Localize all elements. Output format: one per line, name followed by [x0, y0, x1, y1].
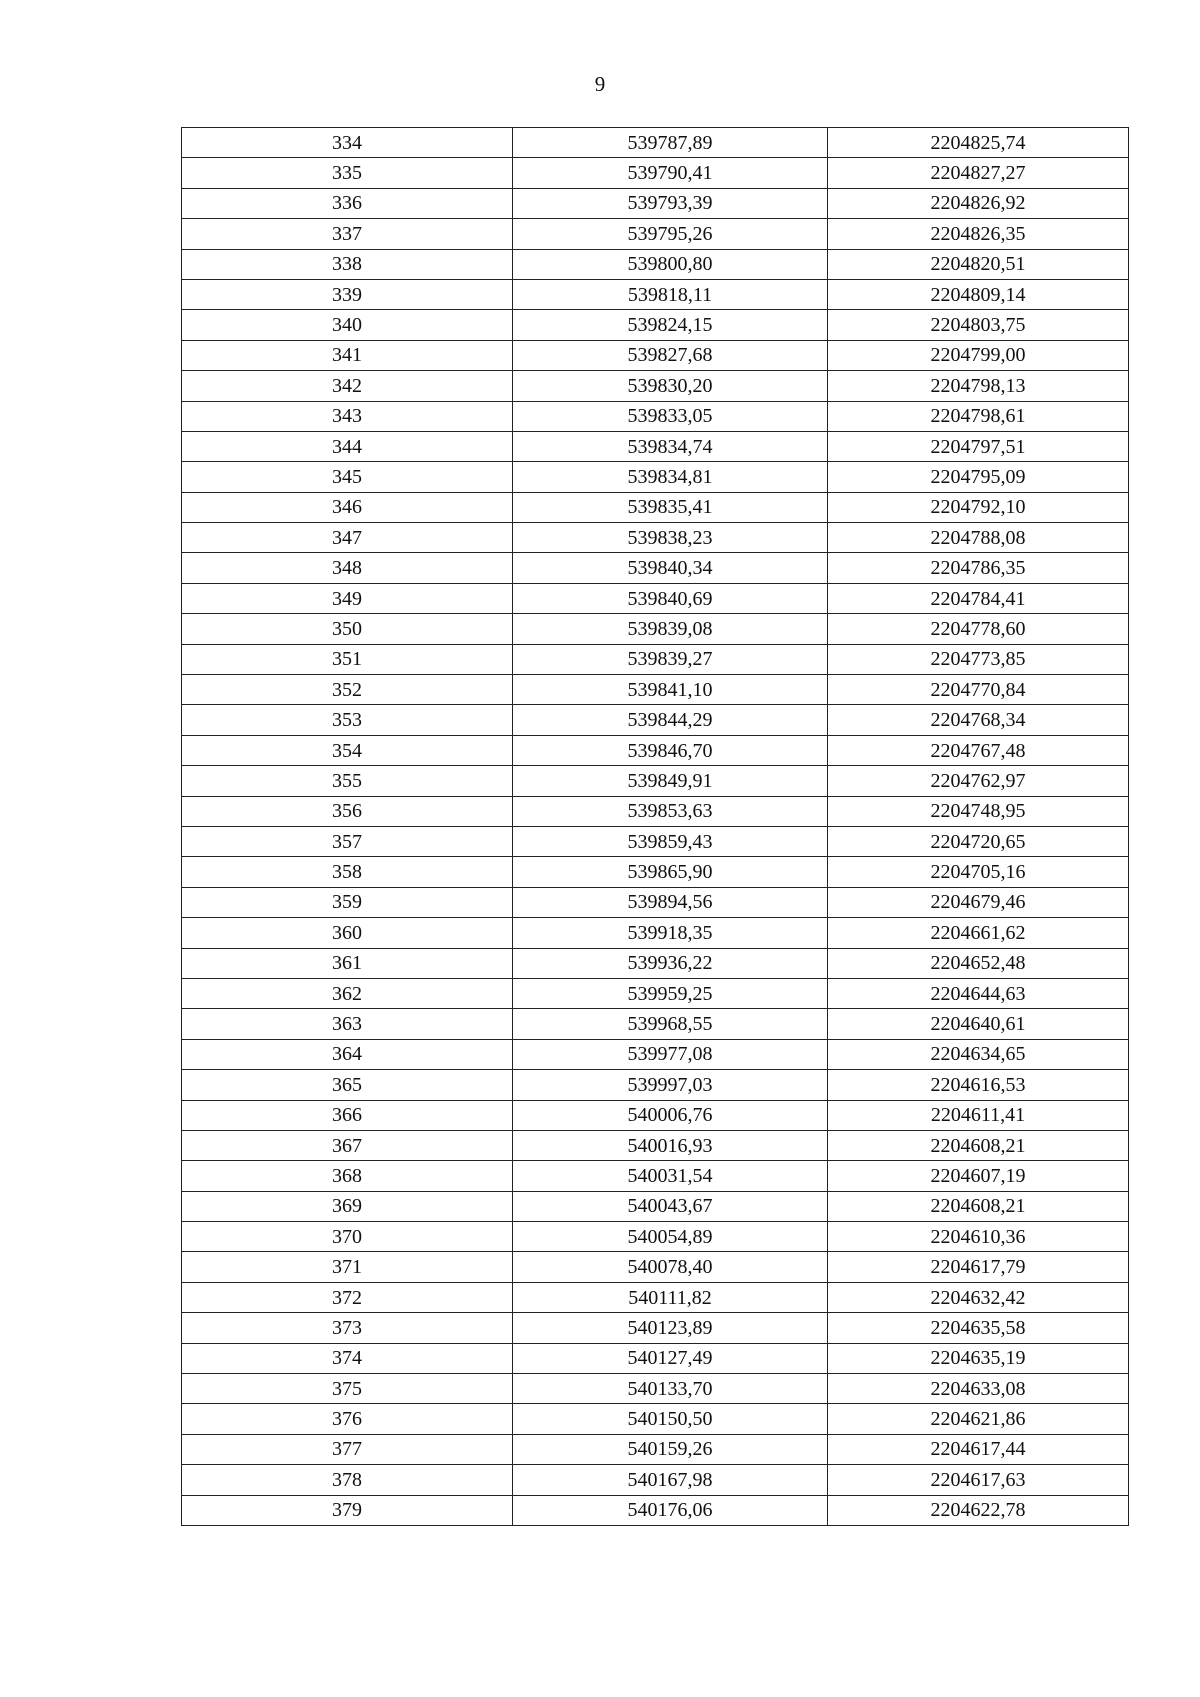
table-row: [182, 1313, 1129, 1343]
coordinates-table: [181, 127, 1129, 1526]
point-number-cell: 358: [182, 857, 513, 887]
y-coordinate-cell: 2204644,63: [828, 978, 1129, 1008]
table-row: [182, 340, 1129, 370]
x-coordinate-cell: 539844,29: [513, 705, 828, 735]
table-row: [182, 644, 1129, 674]
x-coordinate-cell: 540123,89: [513, 1313, 828, 1343]
table-row: [182, 948, 1129, 978]
point-number-cell: 377: [182, 1434, 513, 1464]
y-coordinate-cell: 2204634,65: [828, 1039, 1129, 1069]
table-row: [182, 371, 1129, 401]
table-row: [182, 128, 1129, 158]
point-number-cell: 350: [182, 614, 513, 644]
table-row: [182, 462, 1129, 492]
x-coordinate-cell: 539936,22: [513, 948, 828, 978]
x-coordinate-cell: 539838,23: [513, 523, 828, 553]
x-coordinate-cell: 539839,08: [513, 614, 828, 644]
point-number-cell: 359: [182, 887, 513, 917]
table-row: [182, 1130, 1129, 1160]
point-number-cell: 373: [182, 1313, 513, 1343]
y-coordinate-cell: 2204826,92: [828, 188, 1129, 218]
point-number-cell: 334: [182, 128, 513, 158]
table-row: [182, 1009, 1129, 1039]
y-coordinate-cell: 2204652,48: [828, 948, 1129, 978]
x-coordinate-cell: 539853,63: [513, 796, 828, 826]
y-coordinate-cell: 2204788,08: [828, 523, 1129, 553]
point-number-cell: 365: [182, 1070, 513, 1100]
y-coordinate-cell: 2204616,53: [828, 1070, 1129, 1100]
x-coordinate-cell: 540043,67: [513, 1191, 828, 1221]
y-coordinate-cell: 2204827,27: [828, 158, 1129, 188]
point-number-cell: 370: [182, 1222, 513, 1252]
table-row: [182, 1434, 1129, 1464]
y-coordinate-cell: 2204773,85: [828, 644, 1129, 674]
x-coordinate-cell: 539997,03: [513, 1070, 828, 1100]
y-coordinate-cell: 2204621,86: [828, 1404, 1129, 1434]
table-row: [182, 978, 1129, 1008]
table-row: [182, 158, 1129, 188]
point-number-cell: 368: [182, 1161, 513, 1191]
y-coordinate-cell: 2204825,74: [828, 128, 1129, 158]
table-row: [182, 431, 1129, 461]
table-row: [182, 1465, 1129, 1495]
point-number-cell: 342: [182, 371, 513, 401]
table-row: [182, 675, 1129, 705]
x-coordinate-cell: 539833,05: [513, 401, 828, 431]
point-number-cell: 362: [182, 978, 513, 1008]
point-number-cell: 360: [182, 918, 513, 948]
table-row: [182, 1161, 1129, 1191]
x-coordinate-cell: 539800,80: [513, 249, 828, 279]
x-coordinate-cell: 539968,55: [513, 1009, 828, 1039]
y-coordinate-cell: 2204640,61: [828, 1009, 1129, 1039]
x-coordinate-cell: 539977,08: [513, 1039, 828, 1069]
point-number-cell: 351: [182, 644, 513, 674]
x-coordinate-cell: 539846,70: [513, 735, 828, 765]
x-coordinate-cell: 539839,27: [513, 644, 828, 674]
point-number-cell: 345: [182, 462, 513, 492]
y-coordinate-cell: 2204617,63: [828, 1465, 1129, 1495]
y-coordinate-cell: 2204798,13: [828, 371, 1129, 401]
x-coordinate-cell: 540078,40: [513, 1252, 828, 1282]
x-coordinate-cell: 540167,98: [513, 1465, 828, 1495]
y-coordinate-cell: 2204607,19: [828, 1161, 1129, 1191]
y-coordinate-cell: 2204661,62: [828, 918, 1129, 948]
point-number-cell: 357: [182, 826, 513, 856]
table-row: [182, 735, 1129, 765]
y-coordinate-cell: 2204635,58: [828, 1313, 1129, 1343]
y-coordinate-cell: 2204798,61: [828, 401, 1129, 431]
table-row: [182, 249, 1129, 279]
point-number-cell: 335: [182, 158, 513, 188]
point-number-cell: 341: [182, 340, 513, 370]
table-row: [182, 1404, 1129, 1434]
y-coordinate-cell: 2204617,44: [828, 1434, 1129, 1464]
point-number-cell: 371: [182, 1252, 513, 1282]
table-row: [182, 705, 1129, 735]
y-coordinate-cell: 2204795,09: [828, 462, 1129, 492]
point-number-cell: 347: [182, 523, 513, 553]
table-row: [182, 766, 1129, 796]
y-coordinate-cell: 2204786,35: [828, 553, 1129, 583]
point-number-cell: 353: [182, 705, 513, 735]
point-number-cell: 363: [182, 1009, 513, 1039]
point-number-cell: 338: [182, 249, 513, 279]
point-number-cell: 349: [182, 583, 513, 613]
table-row: [182, 857, 1129, 887]
point-number-cell: 355: [182, 766, 513, 796]
x-coordinate-cell: 539959,25: [513, 978, 828, 1008]
y-coordinate-cell: 2204622,78: [828, 1495, 1129, 1525]
y-coordinate-cell: 2204799,00: [828, 340, 1129, 370]
y-coordinate-cell: 2204679,46: [828, 887, 1129, 917]
point-number-cell: 340: [182, 310, 513, 340]
y-coordinate-cell: 2204748,95: [828, 796, 1129, 826]
table-row: [182, 523, 1129, 553]
y-coordinate-cell: 2204809,14: [828, 279, 1129, 309]
x-coordinate-cell: 539818,11: [513, 279, 828, 309]
table-row: [182, 1252, 1129, 1282]
x-coordinate-cell: 540031,54: [513, 1161, 828, 1191]
y-coordinate-cell: 2204720,65: [828, 826, 1129, 856]
table-row: [182, 1100, 1129, 1130]
point-number-cell: 369: [182, 1191, 513, 1221]
point-number-cell: 376: [182, 1404, 513, 1434]
point-number-cell: 346: [182, 492, 513, 522]
y-coordinate-cell: 2204617,79: [828, 1252, 1129, 1282]
table-row: [182, 614, 1129, 644]
coordinates-table-body: [182, 128, 1129, 1526]
point-number-cell: 364: [182, 1039, 513, 1069]
table-row: [182, 188, 1129, 218]
table-row: [182, 918, 1129, 948]
y-coordinate-cell: 2204608,21: [828, 1191, 1129, 1221]
point-number-cell: 344: [182, 431, 513, 461]
table-row: [182, 279, 1129, 309]
x-coordinate-cell: 539795,26: [513, 219, 828, 249]
x-coordinate-cell: 540016,93: [513, 1130, 828, 1160]
table-row: [182, 1374, 1129, 1404]
table-row: [182, 1070, 1129, 1100]
point-number-cell: 343: [182, 401, 513, 431]
y-coordinate-cell: 2204778,60: [828, 614, 1129, 644]
y-coordinate-cell: 2204635,19: [828, 1343, 1129, 1373]
table-row: [182, 887, 1129, 917]
x-coordinate-cell: 539865,90: [513, 857, 828, 887]
table-row: [182, 492, 1129, 522]
x-coordinate-cell: 540133,70: [513, 1374, 828, 1404]
y-coordinate-cell: 2204820,51: [828, 249, 1129, 279]
table-row: [182, 1222, 1129, 1252]
point-number-cell: 367: [182, 1130, 513, 1160]
x-coordinate-cell: 539835,41: [513, 492, 828, 522]
x-coordinate-cell: 539840,69: [513, 583, 828, 613]
x-coordinate-cell: 539834,74: [513, 431, 828, 461]
x-coordinate-cell: 539859,43: [513, 826, 828, 856]
y-coordinate-cell: 2204705,16: [828, 857, 1129, 887]
point-number-cell: 337: [182, 219, 513, 249]
x-coordinate-cell: 539894,56: [513, 887, 828, 917]
y-coordinate-cell: 2204803,75: [828, 310, 1129, 340]
y-coordinate-cell: 2204608,21: [828, 1130, 1129, 1160]
x-coordinate-cell: 539841,10: [513, 675, 828, 705]
x-coordinate-cell: 539834,81: [513, 462, 828, 492]
x-coordinate-cell: 539840,34: [513, 553, 828, 583]
table-row: [182, 1343, 1129, 1373]
x-coordinate-cell: 539787,89: [513, 128, 828, 158]
table-row: [182, 310, 1129, 340]
x-coordinate-cell: 539824,15: [513, 310, 828, 340]
table-row: [182, 553, 1129, 583]
y-coordinate-cell: 2204610,36: [828, 1222, 1129, 1252]
page-number: 9: [594, 72, 606, 96]
y-coordinate-cell: 2204767,48: [828, 735, 1129, 765]
x-coordinate-cell: 539827,68: [513, 340, 828, 370]
point-number-cell: 352: [182, 675, 513, 705]
y-coordinate-cell: 2204797,51: [828, 431, 1129, 461]
y-coordinate-cell: 2204611,41: [828, 1100, 1129, 1130]
table-row: [182, 219, 1129, 249]
x-coordinate-cell: 539918,35: [513, 918, 828, 948]
point-number-cell: 361: [182, 948, 513, 978]
y-coordinate-cell: 2204770,84: [828, 675, 1129, 705]
point-number-cell: 379: [182, 1495, 513, 1525]
x-coordinate-cell: 540054,89: [513, 1222, 828, 1252]
x-coordinate-cell: 540111,82: [513, 1282, 828, 1312]
y-coordinate-cell: 2204762,97: [828, 766, 1129, 796]
y-coordinate-cell: 2204826,35: [828, 219, 1129, 249]
y-coordinate-cell: 2204632,42: [828, 1282, 1129, 1312]
point-number-cell: 354: [182, 735, 513, 765]
table-row: [182, 1039, 1129, 1069]
x-coordinate-cell: 540006,76: [513, 1100, 828, 1130]
x-coordinate-cell: 540176,06: [513, 1495, 828, 1525]
point-number-cell: 372: [182, 1282, 513, 1312]
x-coordinate-cell: 540159,26: [513, 1434, 828, 1464]
x-coordinate-cell: 540127,49: [513, 1343, 828, 1373]
table-row: [182, 826, 1129, 856]
y-coordinate-cell: 2204792,10: [828, 492, 1129, 522]
x-coordinate-cell: 540150,50: [513, 1404, 828, 1434]
table-row: [182, 1495, 1129, 1525]
point-number-cell: 348: [182, 553, 513, 583]
table-row: [182, 796, 1129, 826]
point-number-cell: 356: [182, 796, 513, 826]
point-number-cell: 375: [182, 1374, 513, 1404]
point-number-cell: 366: [182, 1100, 513, 1130]
table-row: [182, 401, 1129, 431]
y-coordinate-cell: 2204768,34: [828, 705, 1129, 735]
x-coordinate-cell: 539830,20: [513, 371, 828, 401]
x-coordinate-cell: 539849,91: [513, 766, 828, 796]
x-coordinate-cell: 539793,39: [513, 188, 828, 218]
y-coordinate-cell: 2204784,41: [828, 583, 1129, 613]
y-coordinate-cell: 2204633,08: [828, 1374, 1129, 1404]
x-coordinate-cell: 539790,41: [513, 158, 828, 188]
table-row: [182, 1282, 1129, 1312]
point-number-cell: 378: [182, 1465, 513, 1495]
table-row: [182, 1191, 1129, 1221]
point-number-cell: 374: [182, 1343, 513, 1373]
table-row: [182, 583, 1129, 613]
point-number-cell: 339: [182, 279, 513, 309]
point-number-cell: 336: [182, 188, 513, 218]
